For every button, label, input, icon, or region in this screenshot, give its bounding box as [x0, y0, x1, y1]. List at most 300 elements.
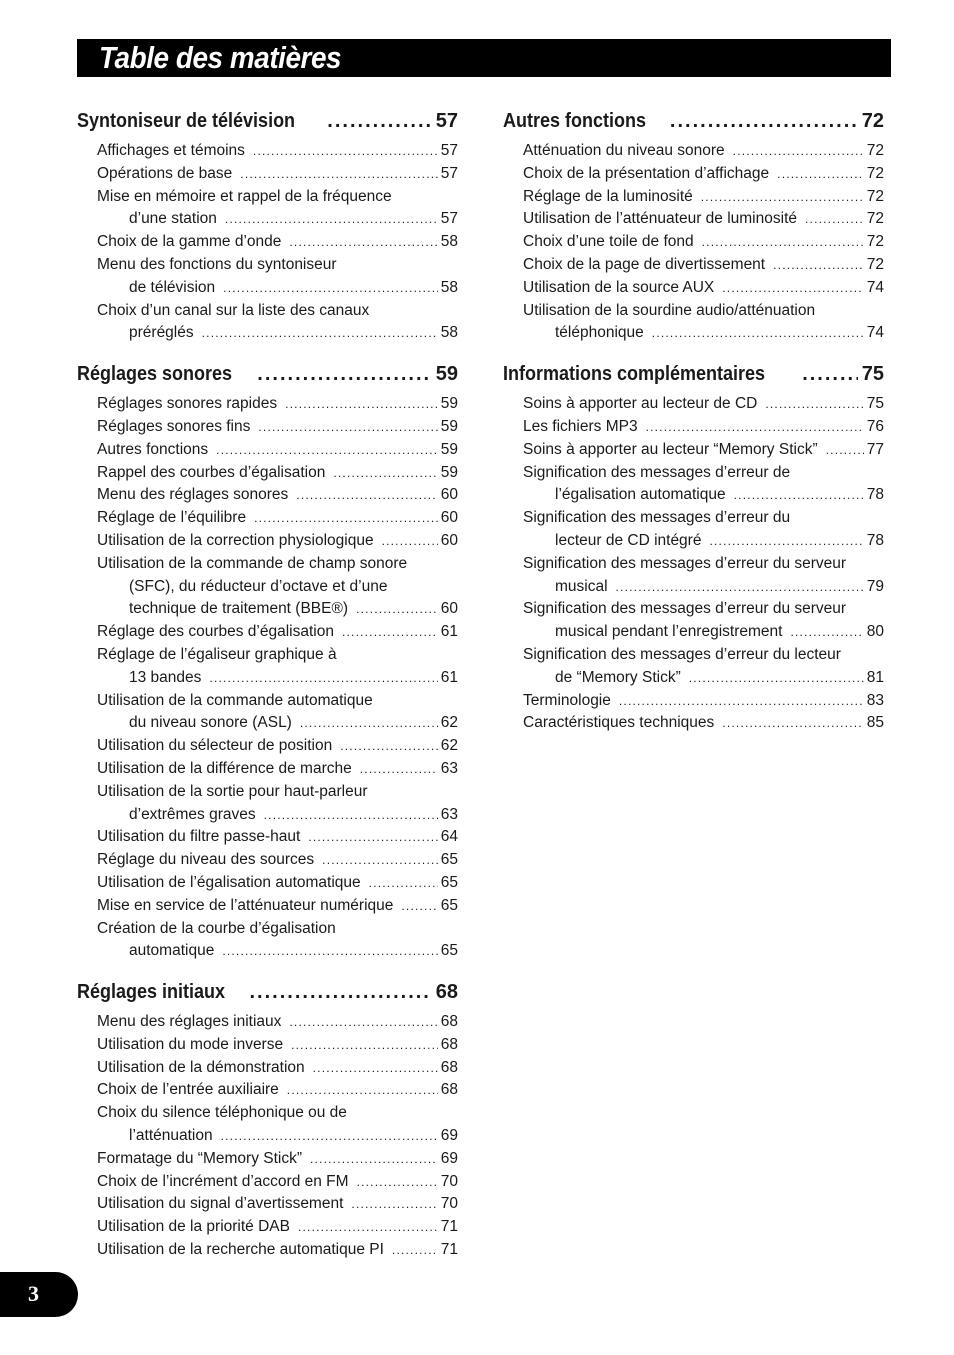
- toc-entry-line: [503, 322, 884, 345]
- dot-leader: [351, 1193, 437, 1216]
- toc-entry-line: [77, 1034, 458, 1057]
- toc-entry[interactable]: [77, 140, 458, 163]
- toc-entry-page: 59: [440, 440, 458, 458]
- toc-entry-text: musical pendant l’enregistrement: [555, 623, 783, 641]
- toc-entry[interactable]: [77, 1057, 458, 1080]
- toc-entry-line: [77, 895, 458, 918]
- toc-entry[interactable]: [77, 1171, 458, 1194]
- toc-entry[interactable]: [77, 1102, 458, 1148]
- toc-entry-text: Réglages sonores fins: [97, 417, 251, 435]
- toc-entry[interactable]: [503, 140, 884, 163]
- toc-entry-line: [77, 277, 458, 300]
- toc-entry-text: Utilisation de la commande de champ sonore: [97, 554, 408, 572]
- toc-entry-page: 78: [866, 486, 884, 504]
- dot-leader: [313, 1057, 438, 1080]
- toc-entry[interactable]: [77, 1239, 458, 1262]
- section-heading[interactable]: [77, 363, 458, 393]
- toc-entry-page: 70: [440, 1172, 458, 1190]
- toc-entry-line: [77, 140, 458, 163]
- toc-entry-page: 72: [866, 233, 884, 251]
- toc-entry-page: 59: [440, 417, 458, 435]
- toc-entry-line: [77, 690, 458, 713]
- toc-entry[interactable]: [77, 393, 458, 416]
- toc-entry[interactable]: [503, 462, 884, 508]
- toc-entry-line: [77, 393, 458, 416]
- toc-entry-line: [77, 1148, 458, 1171]
- toc-entry-line: [503, 553, 884, 576]
- toc-entry-text: technique de traitement (BBE®): [129, 600, 349, 618]
- dot-leader: [826, 439, 864, 462]
- toc-entry-text: de “Memory Stick”: [555, 668, 681, 686]
- dot-leader: [308, 826, 437, 849]
- toc-entry[interactable]: [503, 553, 884, 599]
- toc-entry[interactable]: [77, 895, 458, 918]
- toc-entry[interactable]: [77, 1216, 458, 1239]
- toc-entry[interactable]: [77, 872, 458, 895]
- toc-entry[interactable]: [503, 254, 884, 277]
- toc-entry-page: 58: [440, 278, 458, 296]
- toc-entry-text: Utilisation du filtre passe-haut: [97, 828, 301, 846]
- toc-entry-page: 72: [866, 255, 884, 273]
- toc-entry-line: [77, 758, 458, 781]
- toc-entry-page: 59: [440, 463, 458, 481]
- toc-entry-text: Utilisation de la correction physiologique: [97, 531, 374, 549]
- toc-entry-line: [77, 208, 458, 231]
- toc-entry-line: [77, 826, 458, 849]
- toc-entry-text: Utilisation de l’égalisation automatique: [97, 873, 361, 891]
- toc-left-column: [77, 110, 458, 1280]
- toc-entry-text: Utilisation de la sourdine audio/atténuation: [523, 301, 816, 319]
- toc-entry-text: musical: [555, 577, 608, 595]
- toc-entry-page: 58: [440, 233, 458, 251]
- toc-entry-text: 13 bandes: [129, 668, 202, 686]
- toc-entry[interactable]: [503, 277, 884, 300]
- toc-entry-page: 69: [440, 1127, 458, 1145]
- toc-entry[interactable]: [77, 1011, 458, 1034]
- toc-entry-text: Soins à apporter au lecteur “Memory Stick”: [523, 440, 818, 458]
- toc-entry[interactable]: [503, 712, 884, 735]
- toc-entry[interactable]: [77, 758, 458, 781]
- toc-entry-text: Utilisation de la différence de marche: [97, 759, 352, 777]
- toc-entry-page: 69: [440, 1149, 458, 1167]
- toc-entry[interactable]: [77, 781, 458, 827]
- toc-entry-page: 72: [866, 164, 884, 182]
- toc-entry-line: [77, 621, 458, 644]
- toc-entry-line: [77, 484, 458, 507]
- toc-entry-text: Menu des réglages initiaux: [97, 1013, 282, 1031]
- toc-entry[interactable]: [503, 690, 884, 713]
- toc-entry-page: 62: [440, 714, 458, 732]
- toc-entry-line: [77, 804, 458, 827]
- toc-entry-text: Choix d’un canal sur la liste des canaux: [97, 301, 370, 319]
- dot-leader: [310, 1148, 438, 1171]
- toc-entry-page: 83: [866, 691, 884, 709]
- toc-entry-text: l’égalisation automatique: [555, 486, 726, 504]
- toc-entry-page: 65: [440, 873, 458, 891]
- toc-entry-page: 63: [440, 759, 458, 777]
- toc-entry-line: [77, 1193, 458, 1216]
- toc-entry-line: [77, 781, 458, 804]
- toc-entry-page: 77: [866, 440, 884, 458]
- dot-leader: [202, 322, 438, 345]
- toc-entry-line: [77, 872, 458, 895]
- section-heading-page: 68: [435, 981, 458, 1004]
- toc-entry-line: [77, 530, 458, 553]
- toc-entry-line: [77, 507, 458, 530]
- toc-section: [503, 110, 884, 345]
- toc-entry-line: [77, 553, 458, 576]
- dot-leader: [342, 621, 438, 644]
- toc-entry-page: 65: [440, 851, 458, 869]
- toc-entry-line: [77, 576, 458, 599]
- toc-entry[interactable]: [77, 254, 458, 300]
- section-heading-title: Informations complémentaires: [503, 363, 766, 386]
- toc-entry-page: 78: [866, 531, 884, 549]
- toc-entry[interactable]: [77, 484, 458, 507]
- dot-leader: [360, 758, 438, 781]
- dot-leader: [616, 576, 864, 599]
- toc-entry-line: [503, 393, 884, 416]
- dot-leader: [802, 363, 858, 386]
- toc-entry-line: [77, 598, 458, 621]
- dot-leader: [722, 277, 863, 300]
- toc-entry[interactable]: [77, 553, 458, 621]
- toc-entry-text: Soins à apporter au lecteur de CD: [523, 395, 758, 413]
- dot-leader: [209, 667, 437, 690]
- toc-entry-page: 68: [440, 1058, 458, 1076]
- toc-entry-text: Terminologie: [523, 691, 611, 709]
- toc-entry[interactable]: [77, 1193, 458, 1216]
- title-bar: [77, 39, 891, 77]
- toc-entry-text: lecteur de CD intégré: [555, 531, 702, 549]
- toc-entry-text: d’une station: [129, 210, 217, 228]
- dot-leader: [619, 690, 864, 713]
- toc-entry-line: [77, 1102, 458, 1125]
- toc-entry-text: Utilisation de la commande automatique: [97, 691, 373, 709]
- dot-leader: [392, 1239, 438, 1262]
- dot-leader: [289, 231, 437, 254]
- toc-entry-page: 75: [866, 395, 884, 413]
- toc-entry-line: [77, 416, 458, 439]
- toc-entry-line: [77, 322, 458, 345]
- toc-entry-text: Signification des messages d’erreur du lecteur: [523, 645, 841, 663]
- toc-entry-page: 63: [440, 805, 458, 823]
- toc-section: [77, 110, 458, 345]
- toc-entry-line: [503, 277, 884, 300]
- toc-entry-line: [77, 735, 458, 758]
- toc-entry[interactable]: [77, 530, 458, 553]
- toc-entry[interactable]: [77, 462, 458, 485]
- dot-leader: [356, 598, 438, 621]
- toc-entry[interactable]: [503, 416, 884, 439]
- toc-entry-page: 57: [440, 210, 458, 228]
- toc-entry-page: 61: [440, 668, 458, 686]
- dot-leader: [702, 231, 864, 254]
- toc-entry-text: Signification des messages d’erreur de: [523, 463, 791, 481]
- dot-leader: [216, 439, 438, 462]
- toc-entry-text: Utilisation du mode inverse: [97, 1035, 284, 1053]
- section-heading-title: Autres fonctions: [503, 110, 647, 132]
- toc-entry-text: Atténuation du niveau sonore: [523, 142, 725, 159]
- toc-entry-text: Choix de la page de divertissement: [523, 255, 766, 273]
- toc-entry-text: Choix d’une toile de fond: [523, 233, 694, 251]
- toc-entry-line: [77, 667, 458, 690]
- toc-entry[interactable]: [77, 644, 458, 690]
- toc-entry-page: 85: [866, 714, 884, 732]
- toc-entry[interactable]: [77, 1148, 458, 1171]
- toc-entry-line: [503, 186, 884, 209]
- toc-entry-text: préréglés: [129, 324, 194, 342]
- toc-entry-text: Rappel des courbes d’égalisation: [97, 463, 326, 481]
- toc-entry-text: (SFC), du réducteur d’octave et d’une: [129, 577, 388, 595]
- toc-entry-text: Réglage de l’équilibre: [97, 509, 247, 527]
- dot-leader: [790, 621, 863, 644]
- toc-entry[interactable]: [77, 621, 458, 644]
- dot-leader: [327, 110, 431, 133]
- toc-entry-page: 60: [440, 531, 458, 549]
- dot-leader: [773, 254, 864, 277]
- dot-leader: [733, 140, 864, 163]
- toc-entry-text: d’extrêmes graves: [129, 805, 256, 823]
- section-heading[interactable]: [503, 363, 884, 393]
- toc-entry[interactable]: [77, 300, 458, 346]
- toc-entry-line: [503, 231, 884, 254]
- dot-leader: [300, 712, 438, 735]
- toc-entry-line: [77, 1011, 458, 1034]
- dot-leader: [285, 393, 438, 416]
- toc-entry[interactable]: [503, 208, 884, 231]
- toc-entry-text: Réglage du niveau des sources: [97, 851, 315, 869]
- dot-leader: [253, 140, 438, 163]
- toc-entry-line: [77, 1239, 458, 1262]
- toc-entry-text: Utilisation du sélecteur de position: [97, 737, 333, 755]
- toc-section: [77, 981, 458, 1262]
- toc-entry-line: [503, 140, 884, 163]
- toc-entry-line: [503, 208, 884, 231]
- dot-leader: [225, 208, 438, 231]
- dot-leader: [670, 110, 858, 133]
- toc-entry[interactable]: [77, 416, 458, 439]
- toc-entry-text: du niveau sonore (ASL): [129, 714, 292, 732]
- toc-entry-page: 71: [440, 1218, 458, 1236]
- toc-entry-text: Choix de l’incrément d’accord en FM: [97, 1172, 349, 1190]
- toc-entry-line: [77, 1216, 458, 1239]
- toc-entry-page: 72: [866, 210, 884, 228]
- dot-leader: [291, 1034, 438, 1057]
- toc-entry-line: [503, 621, 884, 644]
- toc-entry-line: [503, 462, 884, 485]
- dot-leader: [646, 416, 864, 439]
- toc-entry-page: 58: [440, 324, 458, 342]
- toc-entry-line: [503, 507, 884, 530]
- dot-leader: [257, 363, 431, 386]
- dot-leader: [382, 530, 438, 553]
- toc-entry-text: Les fichiers MP3: [523, 417, 638, 435]
- toc-entry-text: Choix de la présentation d’affichage: [523, 164, 770, 182]
- dot-leader: [298, 1216, 438, 1239]
- toc-entry[interactable]: [503, 186, 884, 209]
- toc-entry-line: [77, 1057, 458, 1080]
- toc-section: [77, 363, 458, 963]
- section-heading-title: Réglages sonores: [77, 363, 233, 386]
- dot-leader: [287, 1079, 438, 1102]
- toc-entry-page: 74: [866, 278, 884, 296]
- toc-entry-text: Réglage de l’égaliseur graphique à: [97, 645, 337, 663]
- dot-leader: [765, 393, 863, 416]
- dot-leader: [734, 484, 864, 507]
- dot-leader: [652, 322, 864, 345]
- toc-entry-text: Signification des messages d’erreur du serveur: [523, 554, 847, 572]
- dot-leader: [289, 1011, 437, 1034]
- section-heading-page: 75: [861, 363, 884, 386]
- toc-entry-page: 74: [866, 324, 884, 342]
- toc-entry-line: [77, 163, 458, 186]
- toc-entry-page: 70: [440, 1195, 458, 1213]
- toc-entry[interactable]: [77, 735, 458, 758]
- toc-entry-line: [77, 300, 458, 323]
- toc-entry[interactable]: [77, 439, 458, 462]
- section-heading[interactable]: [503, 110, 884, 140]
- dot-leader: [223, 277, 438, 300]
- toc-entry[interactable]: [77, 507, 458, 530]
- toc-entry-line: [503, 254, 884, 277]
- dot-leader: [777, 163, 864, 186]
- toc-entry[interactable]: [77, 163, 458, 186]
- dot-leader: [240, 163, 437, 186]
- section-heading-title: Réglages initiaux: [77, 981, 226, 1004]
- dot-leader: [221, 1125, 438, 1148]
- toc-entry-line: [503, 300, 884, 323]
- toc-entry-line: [503, 667, 884, 690]
- toc-entry-line: [77, 462, 458, 485]
- toc-entry-line: [77, 1079, 458, 1102]
- dot-leader: [333, 462, 437, 485]
- toc-entry-text: Utilisation de l’atténuateur de luminosité: [523, 210, 797, 228]
- toc-entry-page: 61: [440, 623, 458, 641]
- dot-leader: [254, 507, 438, 530]
- page-number: 3: [28, 1281, 39, 1306]
- toc-entry[interactable]: [503, 393, 884, 416]
- dot-leader: [264, 804, 438, 827]
- toc-entry[interactable]: [77, 918, 458, 964]
- section-heading-page: 57: [435, 110, 458, 132]
- toc-entry-text: automatique: [129, 942, 215, 960]
- toc-entry-text: Utilisation de la démonstration: [97, 1058, 305, 1076]
- toc-entry-line: [77, 439, 458, 462]
- section-heading-page: 59: [435, 363, 458, 386]
- toc-entry[interactable]: [77, 231, 458, 254]
- toc-entry-line: [77, 1171, 458, 1194]
- toc-entry[interactable]: [77, 826, 458, 849]
- section-heading-title: Syntoniseur de télévision: [77, 110, 296, 132]
- toc-entry-text: Choix de la gamme d’onde: [97, 233, 282, 251]
- toc-entry[interactable]: [503, 598, 884, 644]
- toc-entry-line: [503, 416, 884, 439]
- toc-entry-page: 72: [866, 187, 884, 205]
- toc-entry-line: [503, 712, 884, 735]
- toc-entry[interactable]: [503, 300, 884, 346]
- toc-entry-line: [503, 690, 884, 713]
- toc-entry-page: 60: [440, 486, 458, 504]
- toc-entry-page: 68: [440, 1013, 458, 1031]
- toc-entry-page: 65: [440, 942, 458, 960]
- toc-entry-line: [77, 940, 458, 963]
- toc-right-column: [503, 110, 884, 753]
- toc-entry[interactable]: [77, 690, 458, 736]
- dot-leader: [296, 484, 437, 507]
- toc-entry-text: Utilisation de la source AUX: [523, 278, 715, 296]
- page-number-badge: [0, 1272, 78, 1317]
- toc-entry-page: 64: [440, 828, 458, 846]
- toc-entry-text: Mise en service de l’atténuateur numérique: [97, 896, 394, 914]
- dot-leader: [401, 895, 437, 918]
- toc-entry[interactable]: [77, 1079, 458, 1102]
- toc-entry[interactable]: [503, 644, 884, 690]
- toc-entry-text: Mise en mémoire et rappel de la fréquence: [97, 187, 392, 205]
- toc-entry-text: Caractéristiques techniques: [523, 714, 715, 732]
- toc-entry-page: 60: [440, 509, 458, 527]
- toc-entry-page: 57: [440, 142, 458, 159]
- toc-entry[interactable]: [503, 439, 884, 462]
- toc-entry-text: Signification des messages d’erreur du: [523, 509, 791, 527]
- toc-entry[interactable]: [503, 163, 884, 186]
- dot-leader: [322, 849, 438, 872]
- toc-entry-page: 71: [440, 1241, 458, 1259]
- section-heading-page: 72: [861, 110, 884, 132]
- toc-entry-text: Affichages et témoins: [97, 142, 245, 159]
- page-title: Table des matières: [99, 40, 342, 75]
- toc-entry-line: [77, 1125, 458, 1148]
- section-heading[interactable]: [77, 110, 458, 140]
- toc-entry-line: [503, 439, 884, 462]
- toc-entry-line: [503, 484, 884, 507]
- dot-leader: [340, 735, 438, 758]
- toc-entry-page: 65: [440, 896, 458, 914]
- toc-entry-text: Choix de l’entrée auxiliaire: [97, 1081, 279, 1099]
- toc-entry-text: Autres fonctions: [97, 440, 209, 458]
- toc-entry-text: Utilisation du signal d’avertissement: [97, 1195, 344, 1213]
- toc-entry-text: téléphonique: [555, 324, 644, 342]
- toc-entry-line: [503, 530, 884, 553]
- dot-leader: [701, 186, 864, 209]
- toc-entry-text: Utilisation de la sortie pour haut-parleur: [97, 782, 368, 800]
- toc-entry-line: [503, 644, 884, 667]
- toc-entry-page: 76: [866, 417, 884, 435]
- toc-entry-page: 72: [866, 142, 884, 159]
- toc-entry-text: Formatage du “Memory Stick”: [97, 1149, 302, 1167]
- dot-leader: [250, 981, 432, 1004]
- dot-leader: [258, 416, 437, 439]
- toc-entry-page: 68: [440, 1035, 458, 1053]
- toc-entry[interactable]: [77, 1034, 458, 1057]
- toc-entry-text: Menu des réglages sonores: [97, 486, 289, 504]
- toc-entry[interactable]: [503, 507, 884, 553]
- toc-entry-page: 57: [440, 164, 458, 182]
- toc-entry-page: 62: [440, 737, 458, 755]
- section-heading[interactable]: [77, 981, 458, 1011]
- toc-entry[interactable]: [77, 186, 458, 232]
- toc-entry-line: [503, 576, 884, 599]
- toc-entry-line: [503, 598, 884, 621]
- dot-leader: [689, 667, 864, 690]
- toc-entry[interactable]: [77, 849, 458, 872]
- toc-entry-line: [77, 712, 458, 735]
- toc-entry-text: Réglage de la luminosité: [523, 187, 693, 205]
- toc-entry[interactable]: [503, 231, 884, 254]
- toc-entry-line: [77, 849, 458, 872]
- toc-entry-text: Réglages sonores rapides: [97, 395, 278, 413]
- toc-entry-page: 80: [866, 623, 884, 641]
